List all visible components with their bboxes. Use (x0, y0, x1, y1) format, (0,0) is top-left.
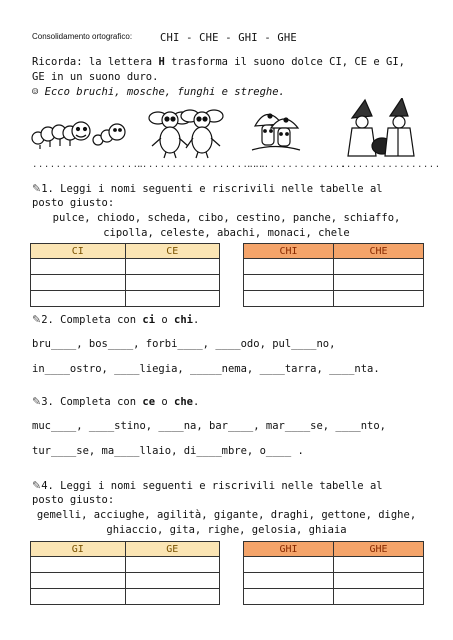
answer-cell[interactable] (125, 557, 220, 573)
answer-cell[interactable] (125, 291, 220, 307)
ex2-title-mid: o (155, 314, 174, 326)
answer-cell[interactable] (244, 589, 334, 605)
col-header-ce: CE (125, 244, 220, 259)
smiley-icon: ☺ (32, 86, 39, 98)
intro-letter-h: H (158, 56, 165, 68)
answer-cell[interactable] (244, 573, 334, 589)
answer-cell[interactable] (244, 275, 334, 291)
pencil-icon: ✎ (32, 313, 42, 326)
ex1-title-line1 (32, 181, 383, 197)
col-header-ghi: GHI (244, 542, 334, 557)
intro-line3-text: Ecco bruchi, mosche, funghi e streghe. (44, 86, 285, 98)
col-header-ci: CI (31, 244, 126, 259)
ex4-title-line1 (32, 478, 383, 494)
flies-icon (149, 110, 223, 158)
ex3-line1: muc____, ____stino, ____na, bar____, mar____se, ____nto, (32, 420, 387, 432)
ex2-option-chi: chi (174, 314, 193, 326)
ex1-table-chi-che (243, 243, 424, 307)
answer-cell[interactable] (31, 589, 126, 605)
answer-dots-4: ................. (340, 160, 441, 170)
header-label: Consolidamento ortografico: (32, 32, 133, 41)
ex2-title-post: . (192, 314, 200, 326)
answer-cell[interactable] (334, 275, 424, 291)
ex4-words-line2: ghiaccio, gita, righe, gelosia, ghiaia (106, 524, 347, 536)
col-header-chi: CHI (244, 244, 334, 259)
answer-cell[interactable] (334, 557, 424, 573)
ex3-title (32, 394, 199, 410)
answer-cell[interactable] (334, 259, 424, 275)
answer-cell[interactable] (244, 557, 334, 573)
answer-cell[interactable] (31, 259, 126, 275)
answer-cell[interactable] (125, 589, 220, 605)
ex3-line2: tur____se, ma____llaio, di____mbre, o____ . (32, 445, 304, 457)
intro-line1 (32, 55, 405, 70)
intro-line2: GE in un suono duro. (32, 71, 159, 83)
ex4-table-gi-ge (30, 541, 220, 605)
answer-cell[interactable] (334, 573, 424, 589)
answer-cell[interactable] (31, 291, 126, 307)
answer-cell[interactable] (125, 259, 220, 275)
ex1-words-line1: pulce, chiodo, scheda, cibo, cestino, panche, schiaffo, (52, 212, 401, 224)
answer-cell[interactable] (334, 291, 424, 307)
answer-cell[interactable] (244, 259, 334, 275)
answer-cell[interactable] (244, 291, 334, 307)
ex3-option-ce: ce (142, 396, 156, 408)
answer-cell[interactable] (31, 557, 126, 573)
illustrations (30, 98, 430, 160)
ex4-title-text: 4. Leggi i nomi seguenti e riscrivili nelle tabelle al (41, 480, 383, 492)
worksheet-title: CHI - CHE - GHI - GHE (160, 32, 297, 44)
ex4-title-line2: posto giusto: (32, 494, 115, 506)
ex3-option-che: che (174, 396, 193, 408)
answer-dots-2: ...................... (136, 160, 267, 170)
intro-line1-pre: Ricorda: la lettera (32, 56, 159, 68)
answer-cell[interactable] (125, 573, 220, 589)
col-header-che: CHE (334, 244, 424, 259)
col-header-ghe: GHE (334, 542, 424, 557)
answer-cell[interactable] (31, 275, 126, 291)
intro-line1-post: trasforma il suono dolce CI, CE e GI, (164, 56, 405, 68)
answer-cell[interactable] (125, 275, 220, 291)
mushroom-icon (252, 114, 300, 150)
witch-icon (348, 98, 414, 156)
pencil-icon: ✎ (32, 479, 42, 492)
ex4-words-line1: gemelli, acciughe, agilità, gigante, draghi, gettone, dighe, (36, 509, 417, 521)
ex2-title (32, 312, 199, 328)
pencil-icon: ✎ (32, 182, 42, 195)
answer-dots-3: ................. (246, 160, 347, 170)
ex1-title-line2: posto giusto: (32, 197, 115, 209)
ex2-title-text: 2. Completa con (41, 314, 143, 326)
answer-dots-1: ................... (32, 160, 145, 170)
ex2-option-ci: ci (142, 314, 156, 326)
answer-cell[interactable] (334, 589, 424, 605)
pencil-icon: ✎ (32, 395, 42, 408)
ex3-title-mid: o (155, 396, 174, 408)
col-header-gi: GI (31, 542, 126, 557)
ex2-line2: in____ostro, ____liegia, _____nema, ____tarra, ____nta. (32, 363, 380, 375)
answer-cell[interactable] (31, 573, 126, 589)
ex1-table-ci-ce (30, 243, 220, 307)
ex1-words-line2: cipolla, celeste, abachi, monaci, chele (103, 227, 350, 239)
ex1-title-text: 1. Leggi i nomi seguenti e riscrivili nelle tabelle al (41, 183, 383, 195)
ex3-title-post: . (192, 396, 200, 408)
ex3-title-text: 3. Completa con (41, 396, 143, 408)
ex4-table-ghi-ghe (243, 541, 424, 605)
ex2-line1: bru____, bos____, forbi____, ____odo, pul____no, (32, 338, 336, 350)
col-header-ge: GE (125, 542, 220, 557)
caterpillar-icon (32, 122, 125, 149)
